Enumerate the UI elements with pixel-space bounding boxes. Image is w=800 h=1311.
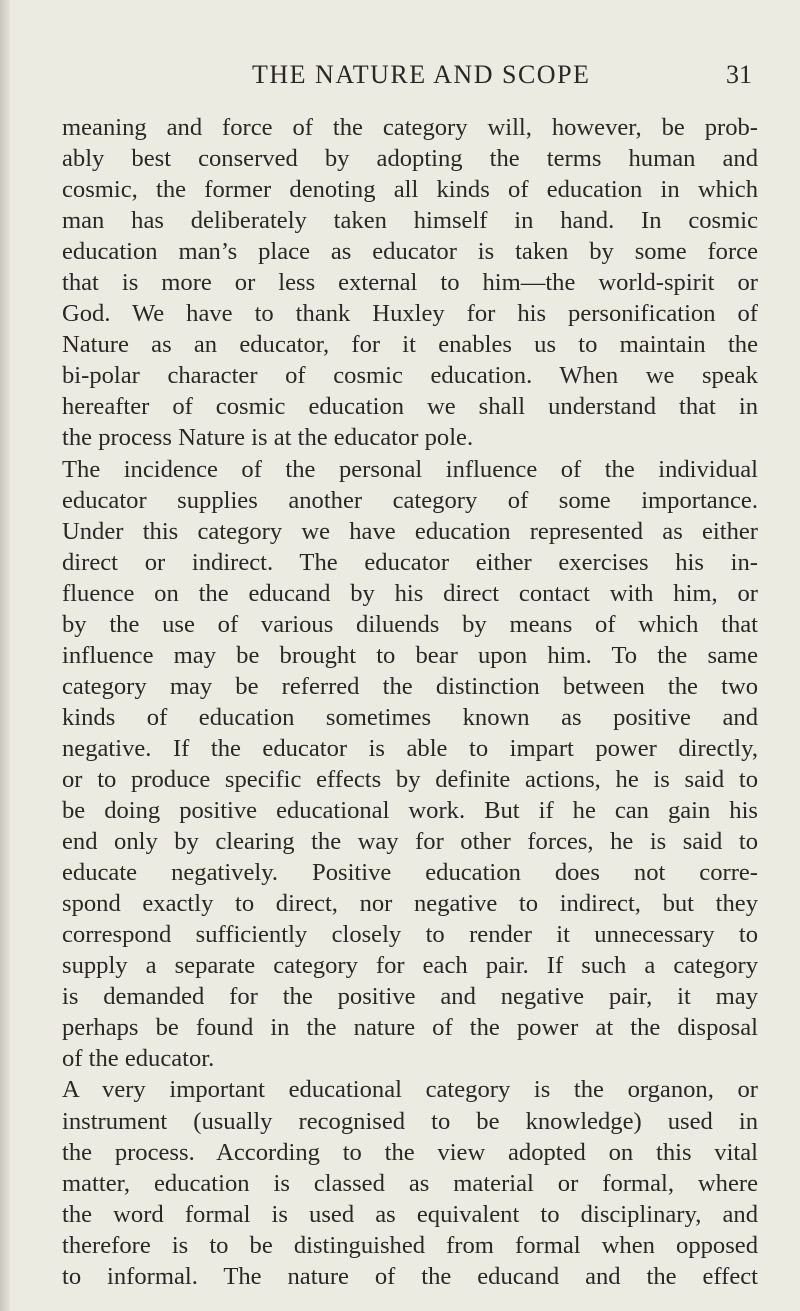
text-line: to informal. The nature of the educand and the effect (62, 1262, 758, 1290)
text-line: man has deliberately taken himself in hand. In cosmic (62, 207, 758, 235)
text-line: be doing positive educational work. But if he can gain his (62, 797, 758, 825)
text-line: influence may be brought to bear upon him. To the same (62, 641, 758, 669)
text-line: The incidence of the personal influence of the individual (62, 455, 758, 483)
text-line: God. We have to thank Huxley for his personification of (62, 300, 758, 328)
body-text (62, 112, 758, 1292)
text-line: perhaps be found in the nature of the power at the disposal (62, 1014, 758, 1042)
text-line: spond exactly to direct, nor negative to indirect, but they (62, 890, 758, 918)
text-line: category may be referred the distinction between the two (62, 672, 758, 700)
text-line: supply a separate category for each pair. If such a category (62, 952, 758, 980)
text-line: ably best conserved by adopting the terms human and (62, 145, 758, 173)
text-line: meaning and force of the category will, however, be prob- (62, 114, 758, 141)
text-line: A very important educational category is the organon, or (62, 1076, 758, 1104)
text-line: of the educator. (62, 1045, 215, 1073)
text-line: cosmic, the former denoting all kinds of education in which (62, 176, 758, 204)
running-head: THE NATURE AND SCOPE (252, 60, 591, 89)
text-line: the process. According to the view adopted on this vital (62, 1138, 758, 1166)
text-line: bi-polar character of cosmic education. When we speak (62, 362, 758, 390)
text-line: by the use of various diluends by means of which that (62, 610, 758, 638)
text-line: is demanded for the positive and negative pair, it may (62, 983, 758, 1011)
page-header (0, 60, 800, 96)
text-line: education man’s place as educator is taken by some force (62, 238, 758, 266)
page-edge-shadow (0, 0, 10, 1311)
text-line: matter, education is classed as material or formal, where (62, 1169, 758, 1197)
text-line: Nature as an educator, for it enables us to maintain the (62, 331, 758, 359)
text-line: therefore is to be distinguished from formal when opposed (62, 1231, 758, 1259)
text-line: end only by clearing the way for other forces, he is said to (62, 828, 758, 856)
text-line: educator supplies another category of some importance. (62, 486, 758, 514)
text-line: the word formal is used as equivalent to disciplinary, and (62, 1200, 758, 1228)
text-line: Under this category we have education represented as either (62, 517, 758, 545)
text-line: fluence on the educand by his direct contact with him, or (62, 579, 758, 607)
text-line: or to produce specific effects by definite actions, he is said to (62, 765, 758, 793)
page-number: 31 (726, 60, 752, 89)
text-line: hereafter of cosmic education we shall understand that in (62, 393, 758, 421)
text-line: the process Nature is at the educator pole. (62, 424, 474, 452)
text-line: that is more or less external to him—the world-spirit or (62, 269, 758, 297)
text-line: educate negatively. Positive education does not corre- (62, 859, 758, 887)
text-line: negative. If the educator is able to impart power directly, (62, 734, 758, 762)
text-line: kinds of education sometimes known as positive and (62, 703, 758, 731)
text-line: correspond sufficiently closely to render it unnecessary to (62, 921, 758, 949)
text-line: instrument (usually recognised to be knowledge) used in (62, 1107, 758, 1135)
text-line: direct or indirect. The educator either exercises his in- (62, 548, 758, 576)
